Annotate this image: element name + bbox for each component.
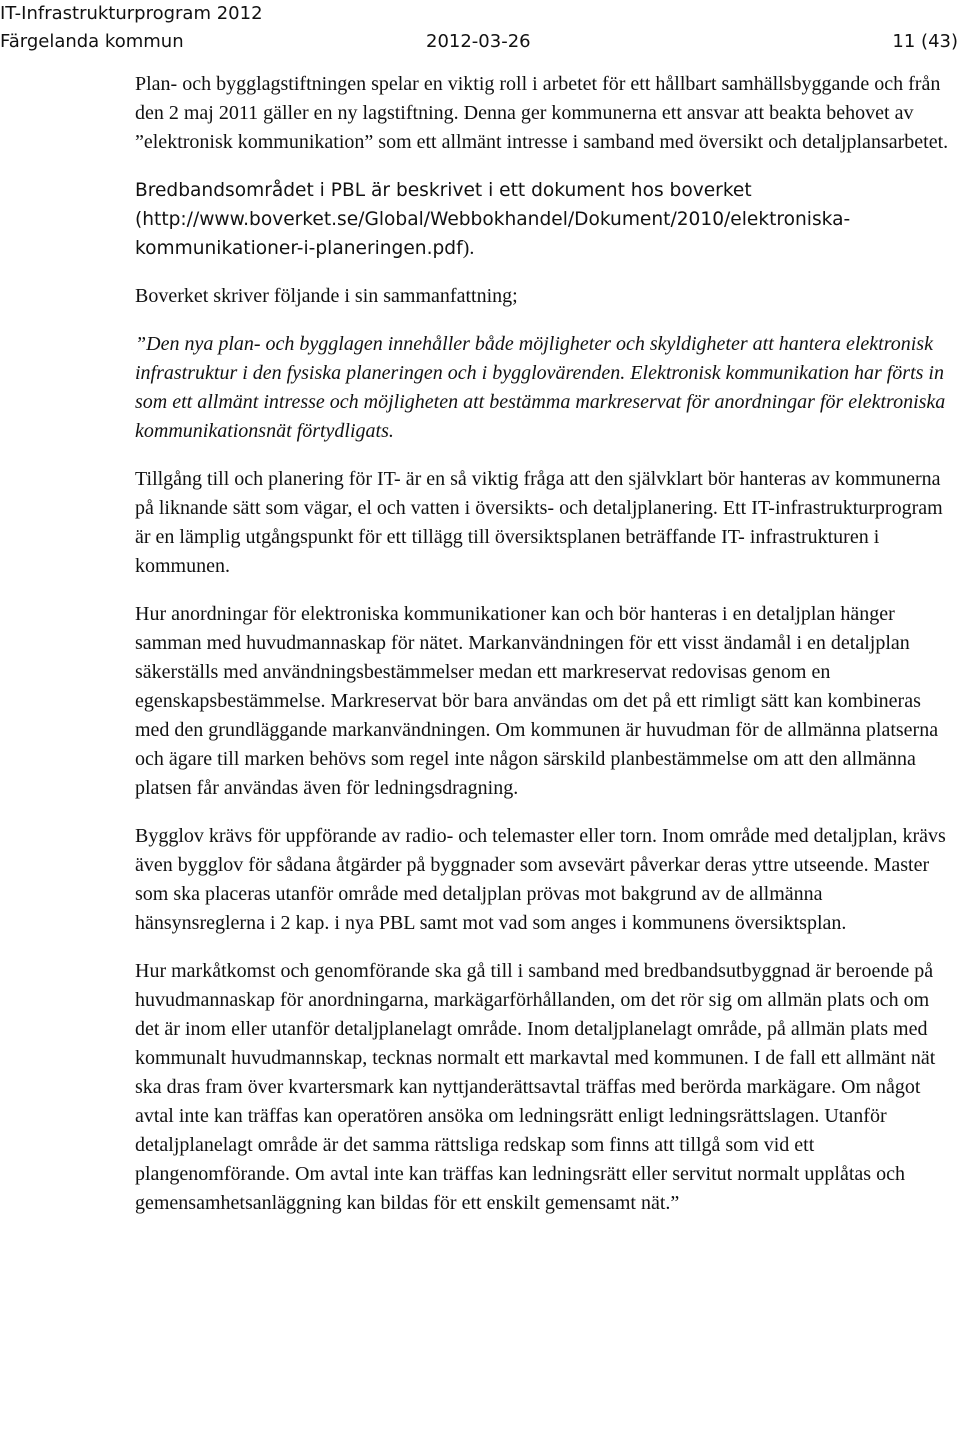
document-date: 2012-03-26 (426, 31, 531, 52)
paragraph-pbl-intro: Plan- och bygglagstiftningen spelar en viktig roll i arbetet för ett hållbart samhällsbyggande och från den 2 maj 2011 gäller en ny lagstiftning. Denna ger kommunerna ett ansvar att beakta behovet av ”elektronisk kommunikation” som ett allmänt intresse i samband med översikt och detaljplansarbetet. (135, 73, 949, 153)
paragraph-quote-pbl: ”Den nya plan- och bygglagen innehåller både möjligheter och skyldigheter att hantera elektronisk infrastruktur i den fysiska planeringen och i bygglovärenden. Elektronisk kommunikation har förts in som ett allmänt intresse och möjligheten att bestämma markreservat för anordningar för elektroniska kommunikationsnät förtydligats. (135, 333, 946, 442)
page-number: 11 (43) (892, 31, 958, 52)
document-body (135, 70, 953, 1237)
document-title: IT-Infrastrukturprogram 2012 (0, 3, 263, 24)
paragraph-it-planning: Tillgång till och planering för IT- är en så viktig fråga att den självklart bör hanteras av kommunerna på liknande sätt som vägar, el och vatten i översikts- och detaljplanering. Ett IT-infrastrukturprogram är en lämplig utgångspunkt för ett tillägg till översiktsplanen beträffande IT- infrastrukturen i kommunen. (135, 468, 943, 577)
header-row-title (0, 0, 960, 28)
page-header (0, 0, 960, 56)
reference-link-text: Bredbandsområdet i PBL är beskrivet i ett dokument hos boverket (http://www.boverket.se/Global/Webbokhandel/Dokument/2010/elektroniska-kommunikationer-i-planeringen.pdf (135, 180, 851, 259)
paragraph-detaljplan: Hur anordningar för elektroniska kommunikationer kan och bör hanteras i en detaljplan hänger samman med huvudmannaskap för nätet. Markanvändningen för ett visst ändamål i en detaljplan säkerställs med användningsbestämmelser medan ett markreservat redovisas genom en egenskapsbestämmelse. Markreservat bör bara användas om det på ett rimligt sätt kan kombineras med den grundläggande markanvändningen. Om kommunen är huvudman för de allmänna platserna och ägare till marken behövs som regel inte någon särskild planbestämmelse om att den allmänna platsen får användas även för ledningsdragning. (135, 603, 939, 799)
header-row-meta (0, 28, 960, 56)
paragraph-pbl-reference (135, 176, 953, 263)
paragraph-boverket-summary-intro: Boverket skriver följande i sin sammanfattning; (135, 285, 518, 307)
paragraph-markatkomst: Hur markåtkomst och genomförande ska gå till i samband med bredbandsutbyggnad är beroende på huvudmannaskap för anordningarna, markägarförhållanden, om det rör sig om allmän plats och om det är inom eller utanför detaljplanelagt område. Inom detaljplanelagt område, på allmän plats med kommunalt huvudmannskap, tecknas normalt ett markavtal med kommunen. I de fall ett allmänt nät ska dras fram över kvartersmark kan nyttjanderättsavtal träffas med berörda markägare. Om något avtal inte kan träffas kan operatören ansöka om ledningsrätt enligt ledningsrättslagen. Utanför detaljplanelagt område är det samma rättsliga redskap som finns att tillgå som vid ett plangenomförande. Om avtal inte kan träffas kan ledningsrätt eller servitut normalt upplåtas och gemensamhetsanläggning kan bildas för ett enskilt gemensamt nät.” (135, 960, 936, 1214)
reference-tail: ). (462, 237, 475, 259)
organization-name: Färgelanda kommun (0, 31, 184, 52)
paragraph-bygglov: Bygglov krävs för uppförande av radio- och telemaster eller torn. Inom område med detaljplan, krävs även bygglov för sådana åtgärder på byggnader som avsevärt påverkar deras yttre utseende. Master som ska placeras utanför område med detaljplan prövas mot bakgrund av de allmänna hänsynsreglerna i 2 kap. i nya PBL samt mot vad som anges i kommunens översiktsplan. (135, 825, 946, 934)
